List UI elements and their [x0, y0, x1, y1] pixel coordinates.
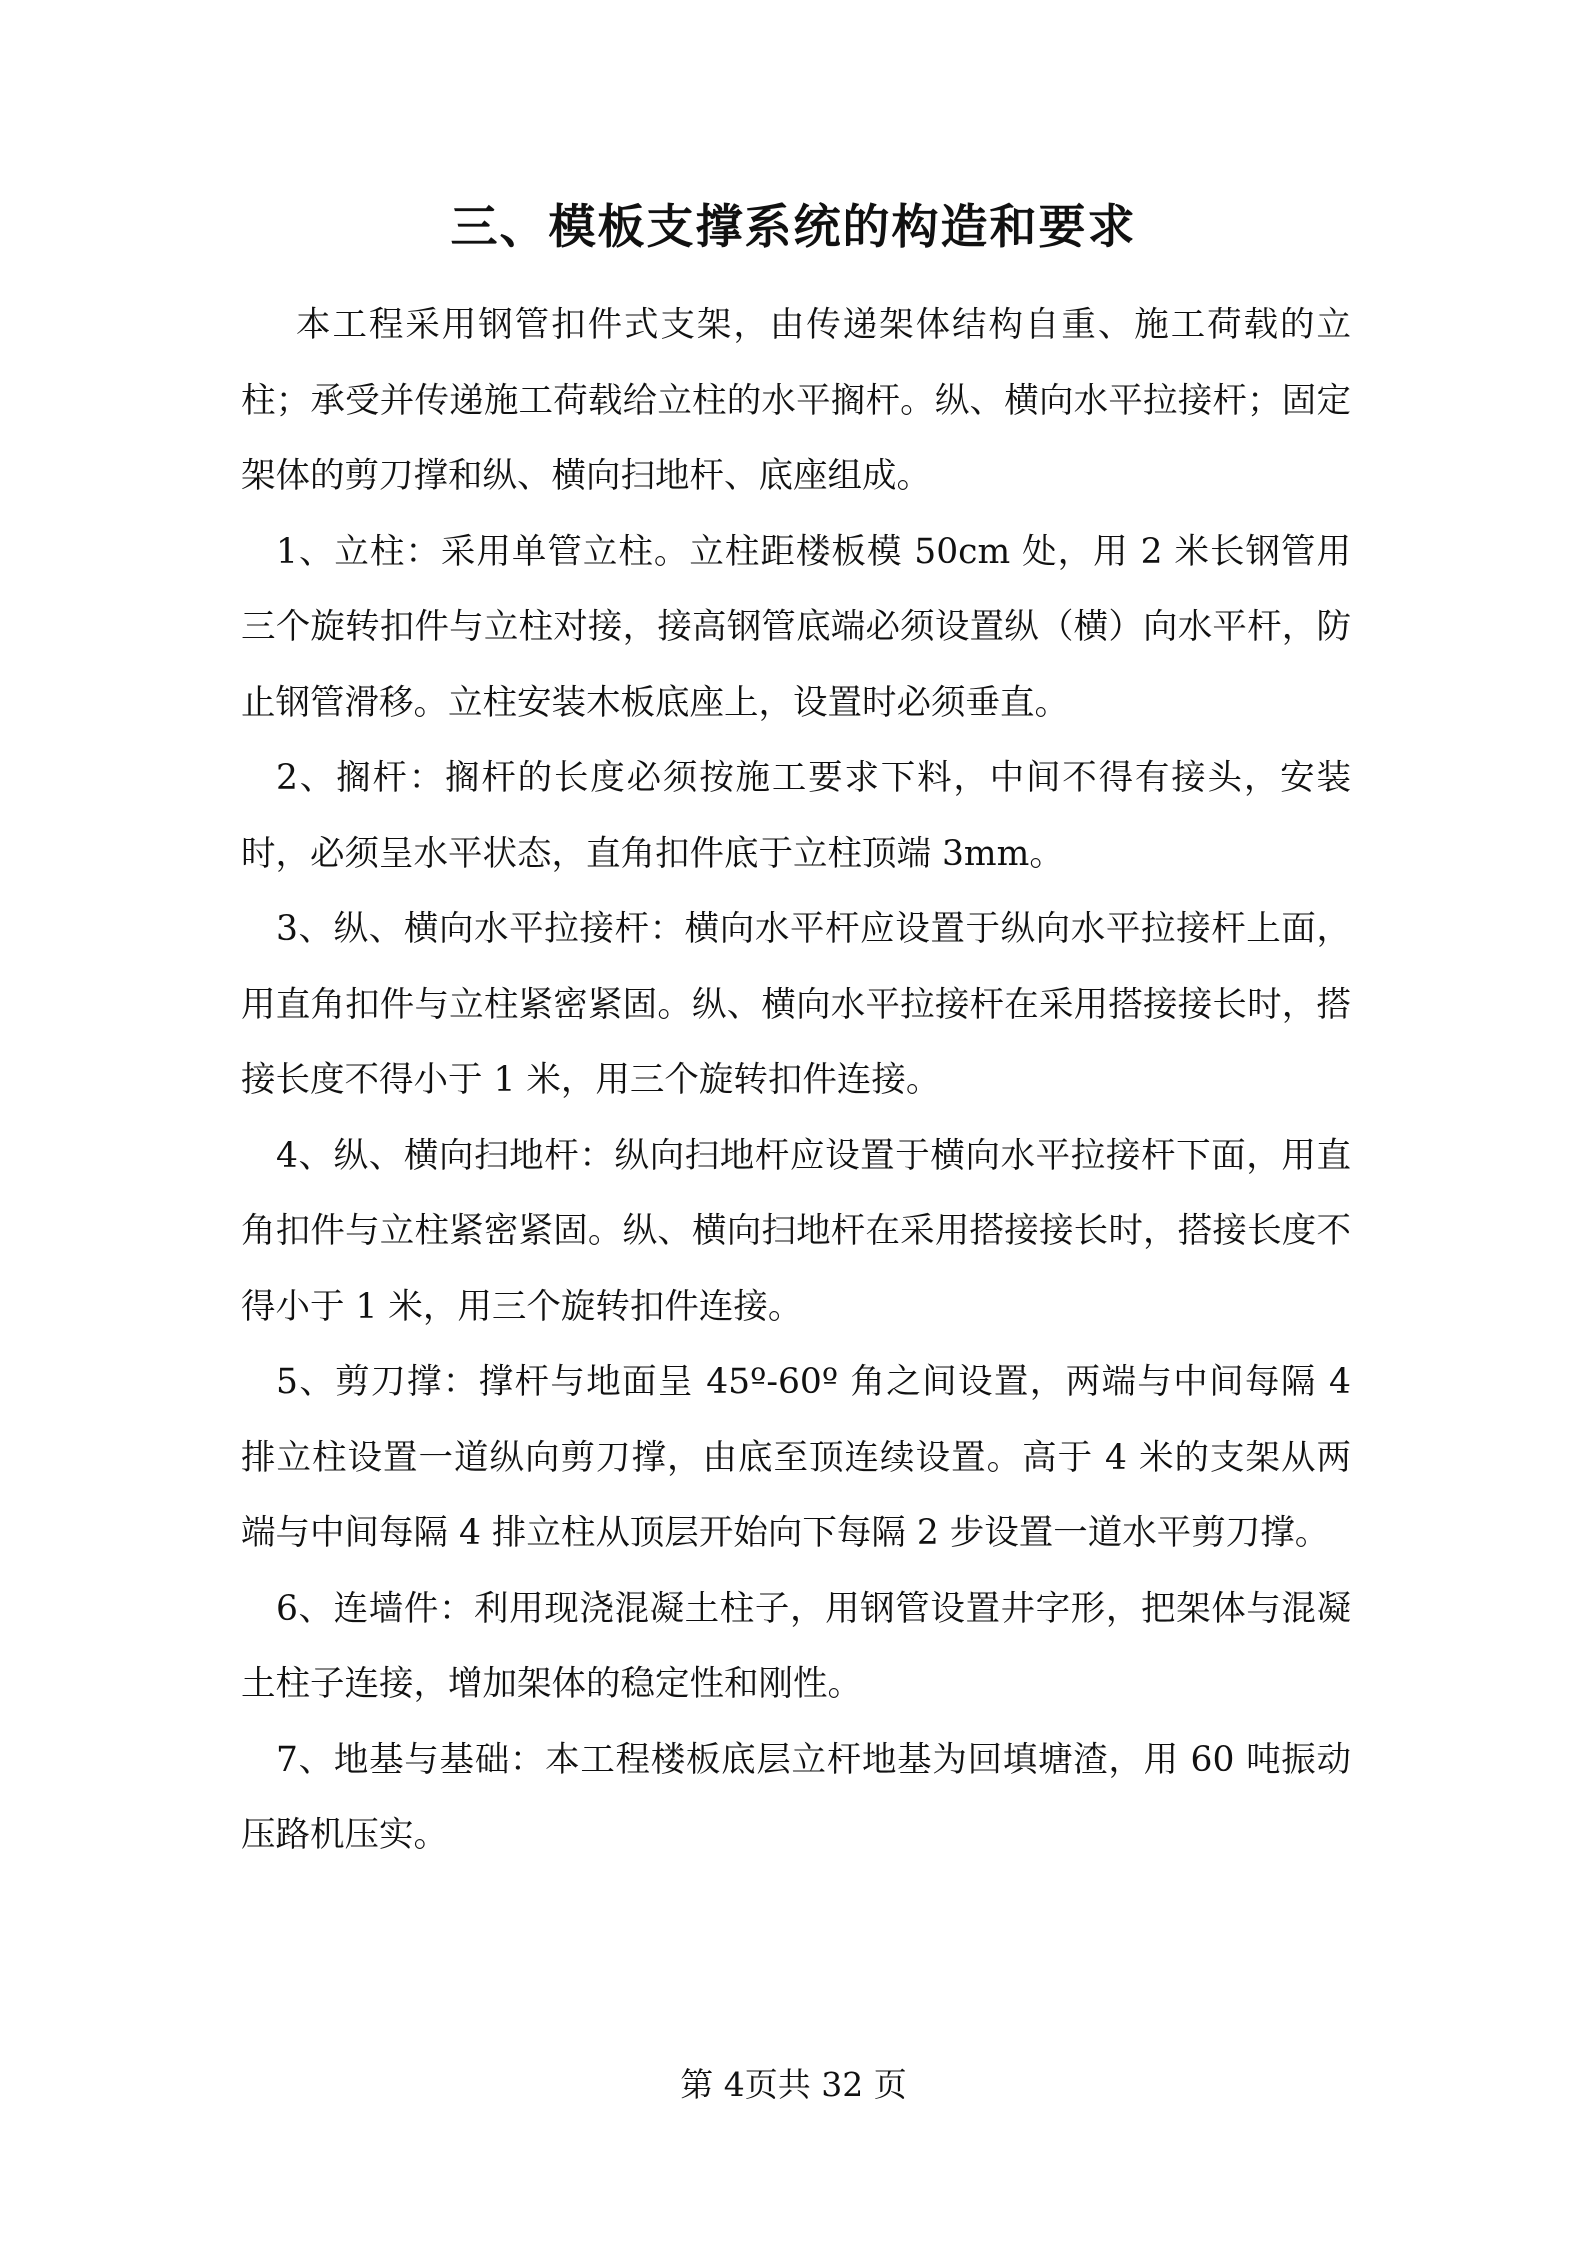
item-paragraph-1: 1、立柱：采用单管立柱。立柱距楼板模 50cm 处，用 2 米长钢管用三个旋转扣件与立柱对接，接高钢管底端必须设置纵（横）向水平杆，防止钢管滑移。立柱安装木板底座上，设置时必须垂直。: [241, 531, 1351, 723]
item-paragraph-3: 3、纵、横向水平拉接杆：横向水平杆应设置于纵向水平拉接杆上面，用直角扣件与立柱紧密紧固。纵、横向水平拉接杆在采用搭接接长时，搭接长度不得小于 1 米，用三个旋转扣件连接。: [241, 909, 1351, 1100]
item-paragraph-2: 2、搁杆：搁杆的长度必须按施工要求下料，中间不得有接头，安装时，必须呈水平状态，直角扣件底于立柱顶端 3mm。: [241, 758, 1351, 874]
page-title: 三、模板支撑系统的构造和要求: [450, 200, 1137, 255]
item-paragraph-7: 7、地基与基础：本工程楼板底层立杆地基为回填塘渣，用 60 吨振动压路机压实。: [241, 1739, 1351, 1855]
intro-paragraph: 本工程采用钢管扣件式支架，由传递架体结构自重、施工荷载的立柱；承受并传递施工荷载给立柱的水平搁杆。纵、横向水平拉接杆；固定架体的剪刀撑和纵、横向扫地杆、底座组成。: [241, 305, 1351, 496]
item-paragraph-5: 5、剪刀撑：撑杆与地面呈 45º-60º 角之间设置，两端与中间每隔 4 排立柱设置一道纵向剪刀撑，由底至顶连续设置。高于 4 米的支架从两端与中间每隔 4 排立柱从顶层开始向下每隔 2 步设置一道水平剪刀撑。: [241, 1362, 1351, 1553]
item-paragraph-6: 6、连墙件：利用现浇混凝土柱子，用钢管设置井字形，把架体与混凝土柱子连接，增加架体的稳定性和刚性。: [241, 1588, 1351, 1704]
page-number-footer: 第 4页共 32 页: [680, 2065, 907, 2104]
document-body: [241, 288, 1351, 1874]
item-paragraph-4: 4、纵、横向扫地杆：纵向扫地杆应设置于横向水平拉接杆下面，用直角扣件与立柱紧密紧固。纵、横向扫地杆在采用搭接接长时，搭接长度不得小于 1 米，用三个旋转扣件连接。: [241, 1135, 1351, 1327]
